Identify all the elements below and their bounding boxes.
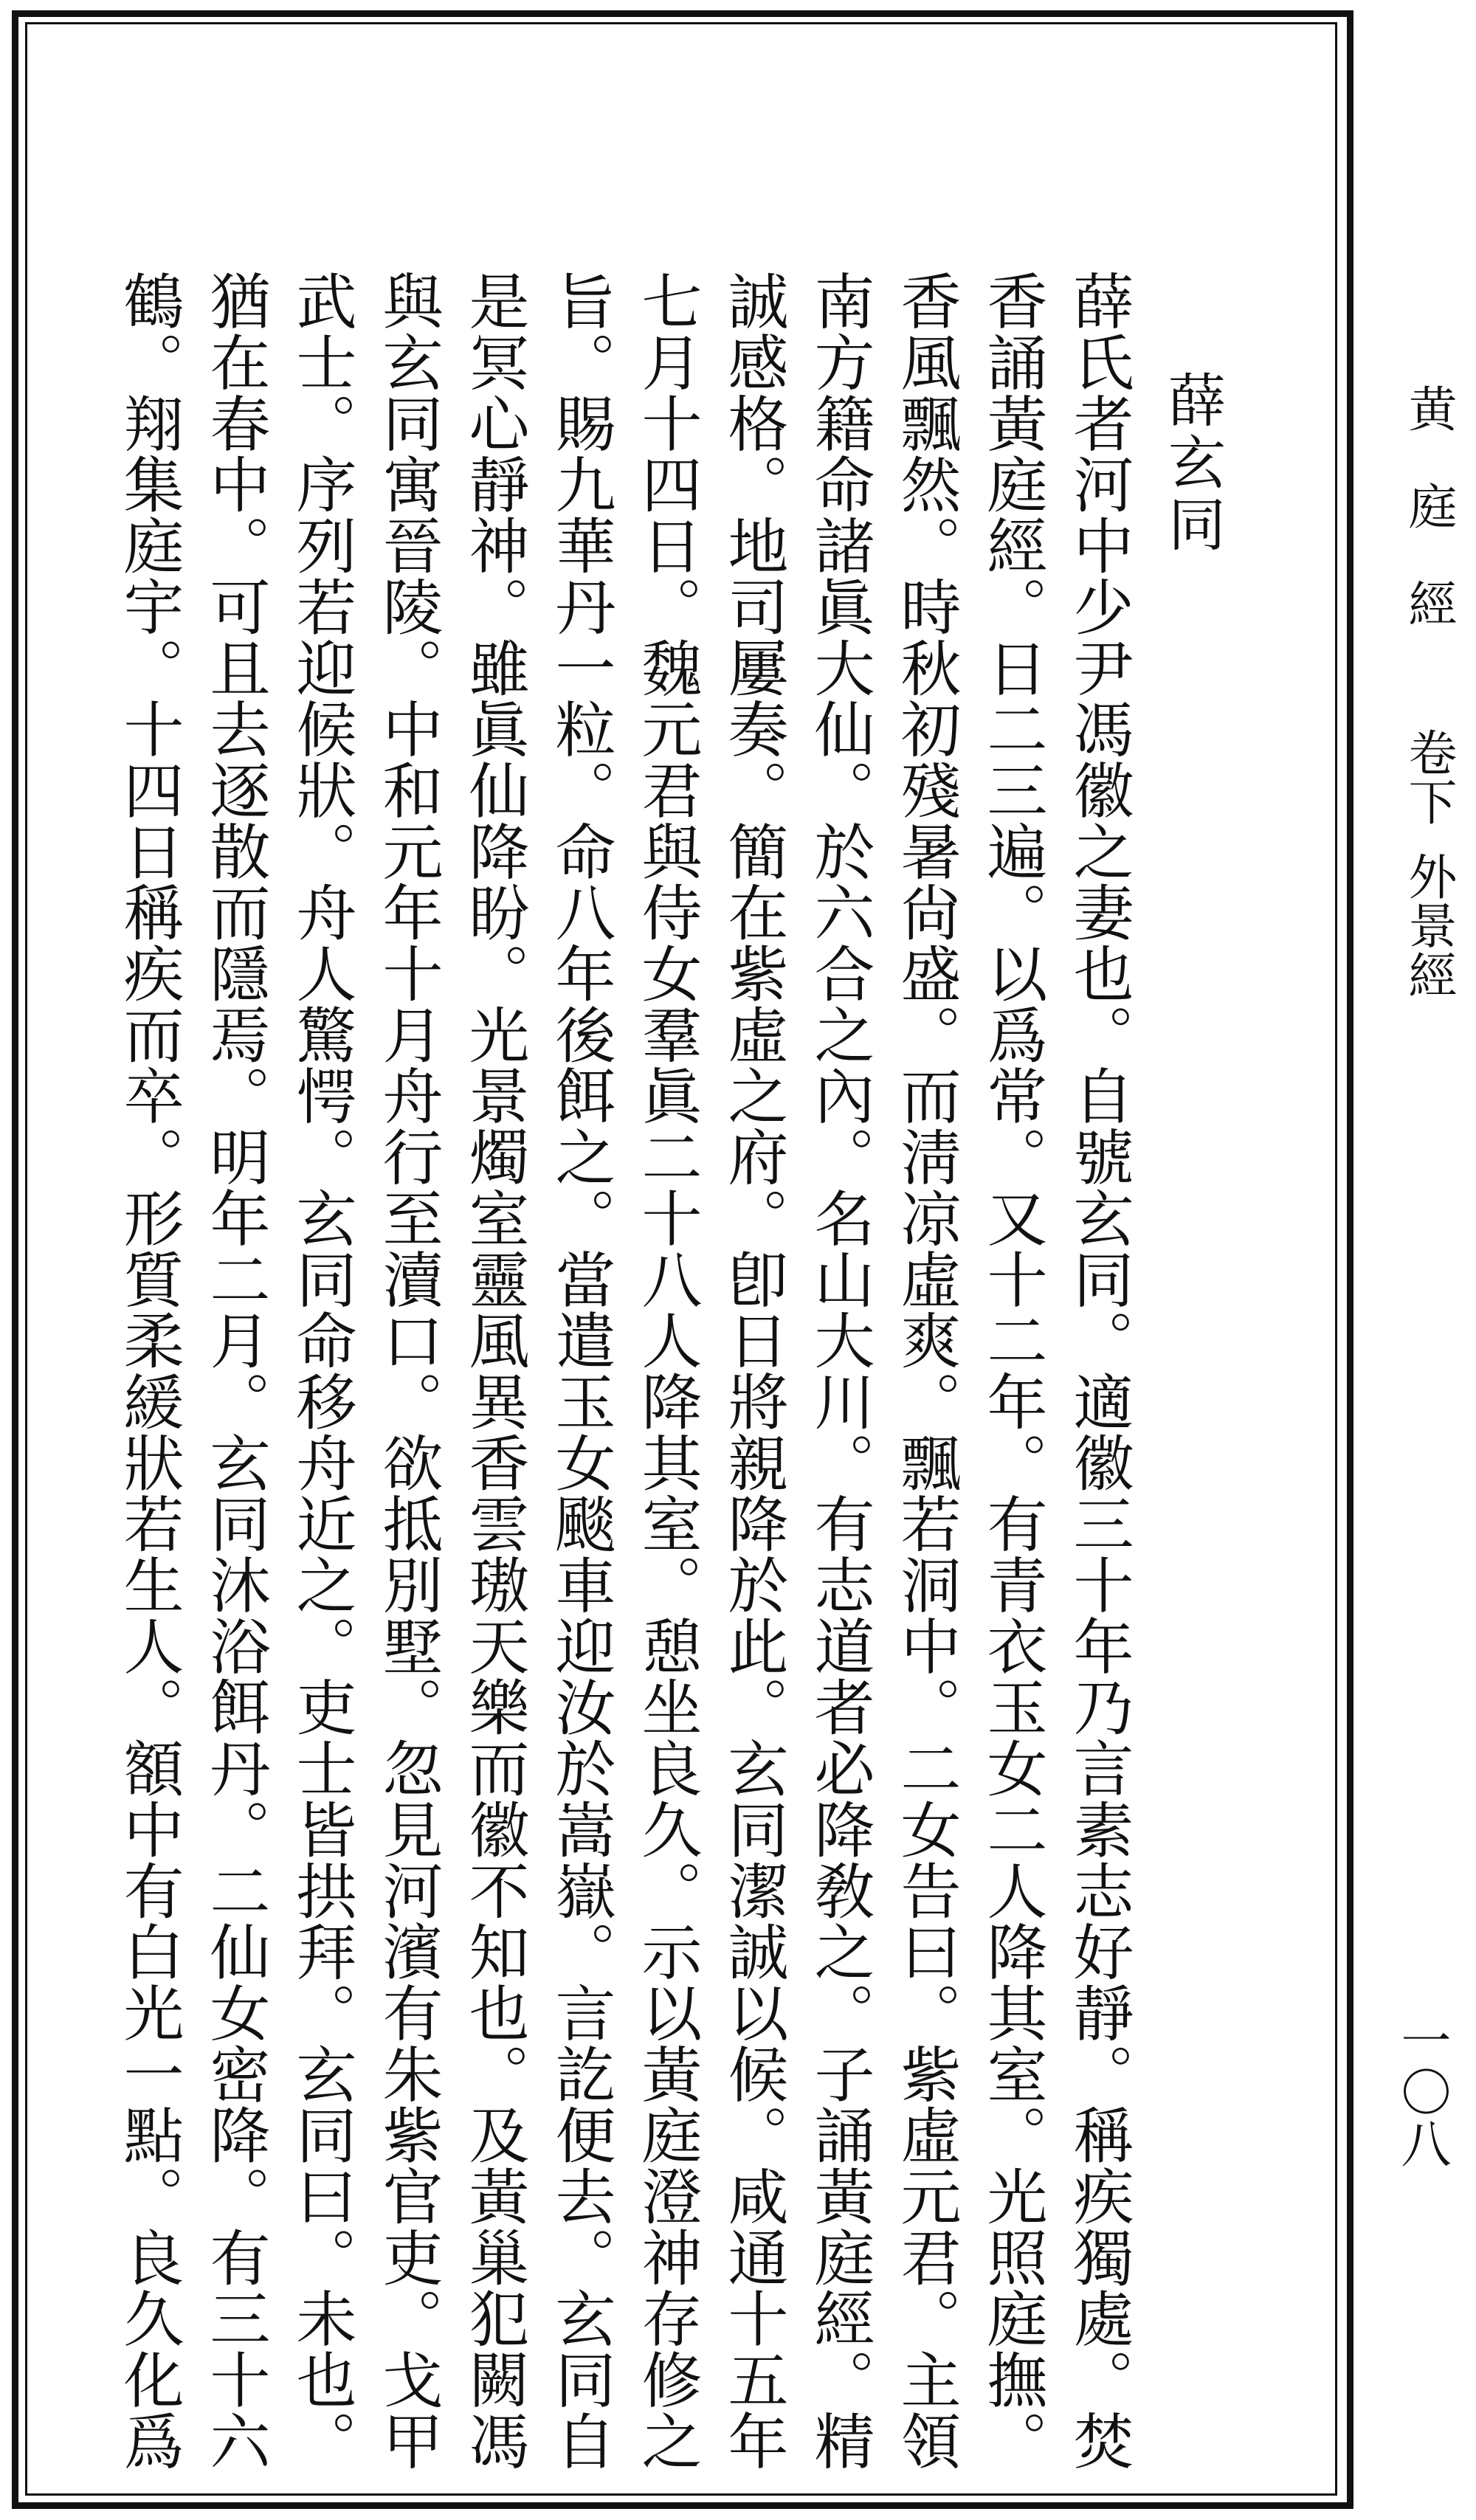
text-column: 薛氏者河中少尹馮徽之妻也。自號玄同。適徽三十年乃言素志好靜。稱疾獨處。焚 — [1063, 270, 1134, 2471]
volume-label: 卷下 — [1400, 728, 1457, 826]
text-column: 鶴。翔集庭宇。十四日稱疾而卒。形質柔緩狀若生人。額中有白光一點。良久化爲 — [114, 270, 184, 2471]
page-number: 一〇八 — [1393, 2015, 1451, 2169]
running-header — [1400, 384, 1457, 1000]
text-column: 武士。序列若迎候狀。舟人驚愕。玄同命移舟近之。吏士皆拱拜。玄同曰。未也。 — [286, 270, 356, 2471]
chapter-label: 外景經 — [1400, 851, 1457, 1000]
text-column: 是冥心靜神。雖眞仙降盼。光景燭室靈風異香雲璈天樂而徽不知也。及黃巢犯闕馮 — [459, 270, 529, 2471]
text-column: 旨。賜九華丹一粒。命八年後餌之。當遣玉女颷車迎汝於嵩嶽。言訖便去。玄同自 — [545, 270, 615, 2471]
text-column: 誠感格。地司屢奏。簡在紫虛之府。卽日將親降於此。玄同潔誠以候。咸通十五年 — [718, 270, 788, 2471]
text-column: 南方籍命諸眞大仙。於六合之內。名山大川。有志道者必降敎之。子誦黃庭經。精 — [804, 270, 875, 2471]
book-title: 黄庭經 — [1400, 384, 1457, 676]
text-column: 香誦黃庭經。日二三遍。以爲常。又十二年。有青衣玉女二人降其室。光照庭撫。 — [977, 270, 1047, 2471]
section-title: 薛玄同 — [1159, 370, 1225, 556]
text-column: 與玄同寓晉陵。中和元年十月舟行至瀆口。欲抵別墅。忽見河濱有朱紫官吏。戈甲 — [373, 270, 443, 2471]
text-column: 香風飄然。時秋初殘暑尙盛。而淸凉虛爽。飄若洞中。二女告曰。紫虛元君。主領 — [891, 270, 961, 2471]
text-column: 七月十四日。魏元君與侍女羣眞二十八人降其室。憩坐良久。示以黃庭澄神存修之 — [632, 270, 702, 2471]
text-column: 猶在春中。可且去逐散而隱焉。明年二月。玄同沐浴餌丹。二仙女密降。有三十六 — [200, 270, 270, 2471]
